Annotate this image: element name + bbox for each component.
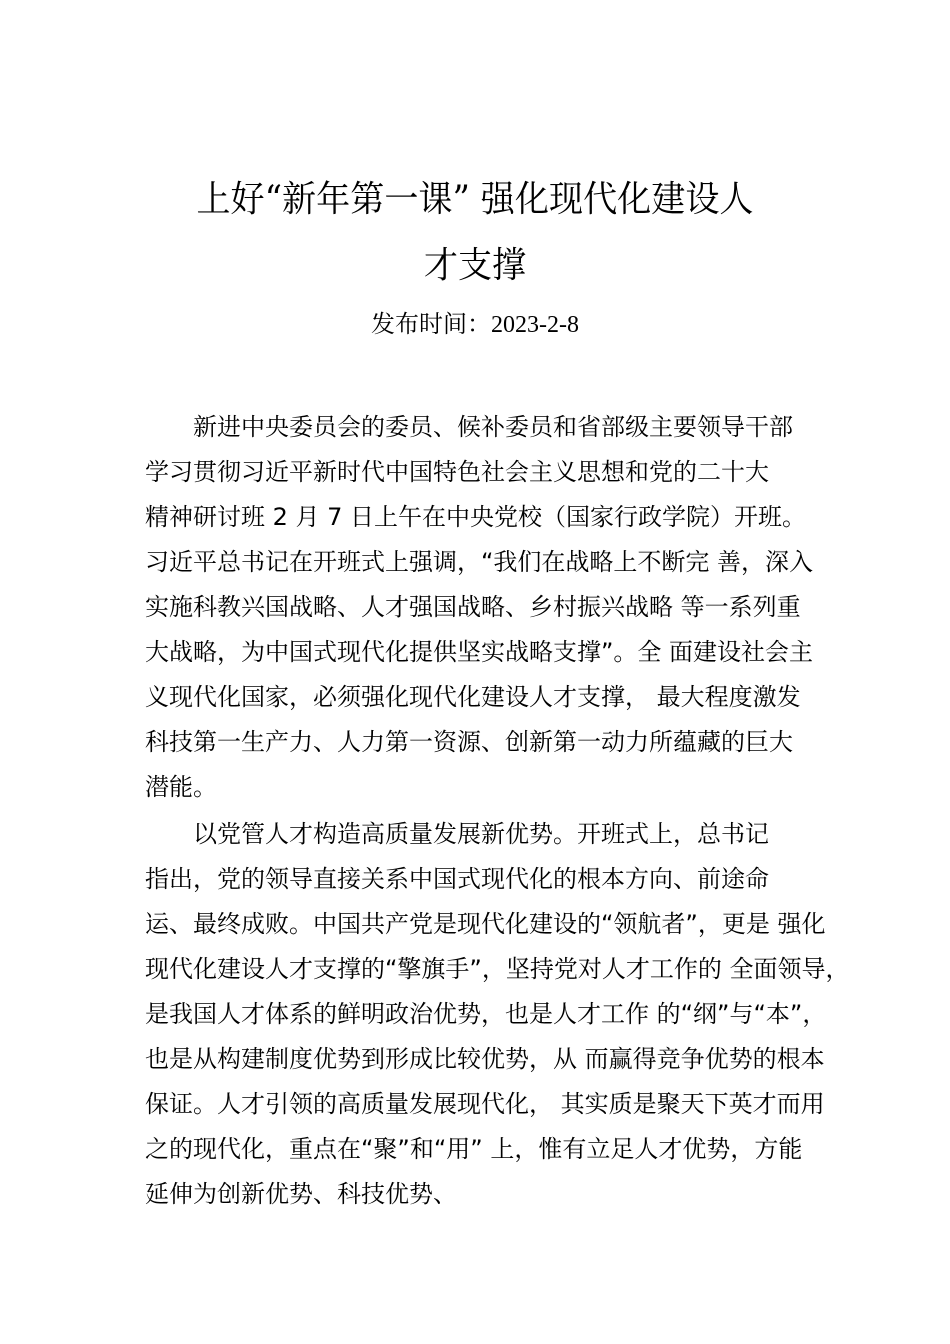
publish-date-value: 2023-2-8 xyxy=(491,312,579,338)
publish-date-label: 发布时间： xyxy=(371,310,491,338)
paragraph-2-line: 之的现代化，重点在“聚”和“用” 上，惟有立足人才优势，方能 xyxy=(145,1135,803,1163)
paragraph-1-line: 义现代化国家，必须强化现代化建设人才支撑， 最大程度激发 xyxy=(145,683,801,711)
publish-date xyxy=(0,308,950,341)
paragraph-1-line: 习近平总书记在开班式上强调，“我们在战略上不断完 善，深入 xyxy=(145,548,814,576)
paragraph-2-line: 延伸为创新优势、科技优势、 xyxy=(145,1180,457,1208)
paragraph-2-line: 保证。人才引领的高质量发展现代化， 其实质是聚天下英才而用 xyxy=(145,1090,825,1118)
paragraph-1-line: 新进中央委员会的委员、候补委员和省部级主要领导干部 xyxy=(193,413,793,441)
article-title-line-2: 才支撑 xyxy=(423,245,527,286)
paragraph-2-line: 以党管人才构造高质量发展新优势。开班式上，总书记 xyxy=(193,820,769,848)
paragraph-2-line: 也是从构建制度优势到形成比较优势，从 而赢得竞争优势的根本 xyxy=(145,1045,825,1073)
paragraph-1-line: 潜能。 xyxy=(145,773,217,801)
article-title-line-1: 上好“新年第一课” 强化现代化建设人 xyxy=(196,179,754,220)
paragraph-1-line: 大战略，为中国式现代化提供坚实战略支撑”。全 面建设社会主 xyxy=(145,638,814,666)
paragraph-1-line: 精神研讨班 2 月 7 日上午在中央党校（国家行政学院）开班。 xyxy=(145,503,807,531)
paragraph-1-line: 科技第一生产力、人力第一资源、创新第一动力所蕴藏的巨大 xyxy=(145,728,793,756)
paragraph-2-line: 现代化建设人才支撑的“擎旗手”，坚持党对人才工作的 全面领导， xyxy=(145,955,850,983)
paragraph-2-line: 指出，党的领导直接关系中国式现代化的根本方向、前途命 xyxy=(145,865,769,893)
paragraph-2-line: 是我国人才体系的鲜明政治优势，也是人才工作 的“纲”与“本”， xyxy=(145,1000,827,1028)
paragraph-2-line: 运、最终成败。中国共产党是现代化建设的“领航者”，更是 强化 xyxy=(145,910,826,938)
paragraph-1-line: 实施科教兴国战略、人才强国战略、乡村振兴战略 等一系列重 xyxy=(145,593,801,621)
paragraph-1-line: 学习贯彻习近平新时代中国特色社会主义思想和党的二十大 xyxy=(145,458,769,486)
